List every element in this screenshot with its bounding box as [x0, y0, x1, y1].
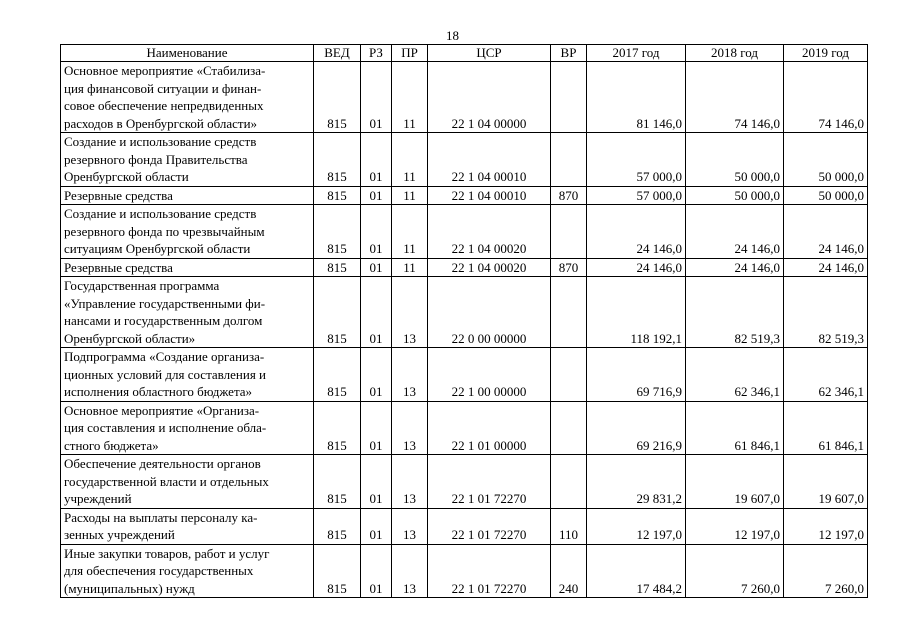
cell-name-line: Подпрограмма «Создание организа-: [64, 349, 265, 364]
cell-2019: 7 260,0: [784, 544, 868, 598]
cell-name-line: стного бюджета»: [64, 437, 159, 453]
cell-csr: 22 1 04 00010: [428, 186, 551, 205]
cell-2018: 82 519,3: [686, 277, 784, 348]
table-row: [61, 277, 868, 348]
cell-name: [61, 348, 314, 402]
cell-rz: 01: [361, 133, 392, 187]
cell-2018: 50 000,0: [686, 133, 784, 187]
table-header-row: [61, 45, 868, 62]
table-row: [61, 455, 868, 509]
cell-pr: 11: [392, 205, 428, 259]
cell-rz: 01: [361, 348, 392, 402]
cell-2018: 74 146,0: [686, 62, 784, 133]
cell-pr: 13: [392, 544, 428, 598]
table-row: [61, 508, 868, 544]
cell-2017: 24 146,0: [587, 258, 686, 277]
cell-vr: [551, 62, 587, 133]
cell-2019: 50 000,0: [784, 133, 868, 187]
table-row: [61, 258, 868, 277]
cell-name: [61, 508, 314, 544]
cell-csr: 22 0 00 00000: [428, 277, 551, 348]
cell-ved: 815: [314, 205, 361, 259]
cell-csr: 22 1 04 00000: [428, 62, 551, 133]
cell-vr: 870: [551, 186, 587, 205]
cell-name-line: Создание и использование средств: [64, 134, 257, 149]
cell-2019: 24 146,0: [784, 258, 868, 277]
cell-name-line: Иные закупки товаров, работ и услуг: [64, 545, 270, 561]
cell-name: [61, 544, 314, 598]
header-2017: 2017 год: [587, 45, 686, 62]
cell-ved: 815: [314, 348, 361, 402]
cell-pr: 13: [392, 277, 428, 348]
table-row: [61, 401, 868, 455]
table-row: [61, 133, 868, 187]
cell-name: [61, 455, 314, 509]
table-row: [61, 544, 868, 598]
cell-name-line: расходов в Оренбургской области»: [64, 115, 258, 131]
cell-csr: 22 1 01 72270: [428, 544, 551, 598]
cell-vr: [551, 277, 587, 348]
cell-csr: 22 1 01 72270: [428, 455, 551, 509]
cell-pr: 11: [392, 133, 428, 187]
cell-csr: 22 1 04 00020: [428, 205, 551, 259]
cell-name: [61, 133, 314, 187]
cell-ved: 815: [314, 62, 361, 133]
cell-2017: 118 192,1: [587, 277, 686, 348]
cell-2019: 24 146,0: [784, 205, 868, 259]
cell-vr: [551, 401, 587, 455]
cell-2017: 24 146,0: [587, 205, 686, 259]
cell-name-line: учреждений: [64, 491, 132, 506]
cell-name-line: исполнения областного бюджета»: [64, 384, 253, 399]
cell-2017: 81 146,0: [587, 62, 686, 133]
cell-2019: 61 846,1: [784, 401, 868, 455]
table-row: [61, 186, 868, 205]
cell-csr: 22 1 04 00020: [428, 258, 551, 277]
cell-name-line: Резервные средства: [64, 259, 173, 275]
cell-rz: 01: [361, 62, 392, 133]
cell-name-line: ционных условий для составления и: [64, 366, 267, 382]
cell-2017: 69 716,9: [587, 348, 686, 402]
cell-2017: 12 197,0: [587, 508, 686, 544]
cell-2019: 19 607,0: [784, 455, 868, 509]
cell-name-line: резервного фонда по чрезвычайным: [64, 223, 265, 239]
cell-2019: 50 000,0: [784, 186, 868, 205]
cell-name-line: Оренбургской области»: [64, 330, 196, 346]
header-pr: ПР: [392, 45, 428, 62]
cell-pr: 11: [392, 258, 428, 277]
cell-ved: 815: [314, 258, 361, 277]
cell-name-line: государственной власти и отдельных: [64, 473, 269, 489]
cell-name: [61, 277, 314, 348]
cell-name-line: Создание и использование средств: [64, 206, 257, 221]
cell-name: [61, 186, 314, 205]
cell-name: [61, 62, 314, 133]
cell-2017: 69 216,9: [587, 401, 686, 455]
cell-2018: 24 146,0: [686, 205, 784, 259]
cell-2018: 12 197,0: [686, 508, 784, 544]
cell-vr: 240: [551, 544, 587, 598]
cell-name-line: для обеспечения государственных: [64, 563, 254, 578]
cell-2017: 57 000,0: [587, 133, 686, 187]
cell-2017: 57 000,0: [587, 186, 686, 205]
cell-2019: 74 146,0: [784, 62, 868, 133]
cell-name-line: ция финансовой ситуации и финан-: [64, 80, 262, 96]
cell-name-line: Государственная программа: [64, 278, 220, 293]
cell-rz: 01: [361, 205, 392, 259]
cell-csr: 22 1 00 00000: [428, 348, 551, 402]
cell-vr: [551, 348, 587, 402]
table-row: [61, 62, 868, 133]
cell-vr: 110: [551, 508, 587, 544]
cell-vr: [551, 205, 587, 259]
cell-ved: 815: [314, 186, 361, 205]
cell-2018: 62 346,1: [686, 348, 784, 402]
cell-2019: 82 519,3: [784, 277, 868, 348]
table-row: [61, 205, 868, 259]
table-body: [61, 62, 868, 598]
cell-name-line: зенных учреждений: [64, 527, 175, 542]
cell-name-line: (муниципальных) нужд: [64, 580, 195, 596]
cell-2018: 7 260,0: [686, 544, 784, 598]
cell-2017: 29 831,2: [587, 455, 686, 509]
cell-rz: 01: [361, 186, 392, 205]
cell-ved: 815: [314, 508, 361, 544]
header-ved: ВЕД: [314, 45, 361, 62]
cell-name-line: ция составления и исполнение обла-: [64, 420, 267, 435]
cell-pr: 11: [392, 62, 428, 133]
cell-pr: 13: [392, 455, 428, 509]
page-number: 18: [446, 28, 459, 43]
budget-table: [60, 44, 868, 598]
cell-ved: 815: [314, 401, 361, 455]
header-2018: 2018 год: [686, 45, 784, 62]
header-vr: ВР: [551, 45, 587, 62]
cell-pr: 11: [392, 186, 428, 205]
header-rz: РЗ: [361, 45, 392, 62]
cell-pr: 13: [392, 401, 428, 455]
cell-rz: 01: [361, 544, 392, 598]
cell-name: [61, 258, 314, 277]
cell-ved: 815: [314, 133, 361, 187]
table-row: [61, 348, 868, 402]
cell-rz: 01: [361, 401, 392, 455]
cell-2018: 24 146,0: [686, 258, 784, 277]
cell-name-line: Основное мероприятие «Стабилиза-: [64, 63, 266, 78]
cell-2017: 17 484,2: [587, 544, 686, 598]
cell-vr: [551, 133, 587, 187]
cell-name: [61, 401, 314, 455]
cell-ved: 815: [314, 455, 361, 509]
cell-name-line: резервного фонда Правительства: [64, 151, 248, 167]
cell-rz: 01: [361, 455, 392, 509]
cell-rz: 01: [361, 277, 392, 348]
cell-pr: 13: [392, 348, 428, 402]
cell-rz: 01: [361, 258, 392, 277]
cell-csr: 22 1 01 00000: [428, 401, 551, 455]
cell-2018: 19 607,0: [686, 455, 784, 509]
header-name: Наименование: [61, 45, 314, 62]
cell-vr: 870: [551, 258, 587, 277]
cell-name-line: Резервные средства: [64, 187, 173, 203]
cell-vr: [551, 455, 587, 509]
cell-name-line: ситуациям Оренбургской области: [64, 241, 251, 256]
cell-name-line: Основное мероприятие «Организа-: [64, 402, 260, 418]
cell-rz: 01: [361, 508, 392, 544]
cell-2018: 61 846,1: [686, 401, 784, 455]
cell-2019: 12 197,0: [784, 508, 868, 544]
cell-csr: 22 1 01 72270: [428, 508, 551, 544]
header-csr: ЦСР: [428, 45, 551, 62]
cell-csr: 22 1 04 00010: [428, 133, 551, 187]
header-2019: 2019 год: [784, 45, 868, 62]
cell-pr: 13: [392, 508, 428, 544]
cell-name-line: Обеспечение деятельности органов: [64, 456, 261, 471]
cell-2019: 62 346,1: [784, 348, 868, 402]
cell-name-line: Расходы на выплаты персоналу ка-: [64, 509, 258, 525]
cell-name: [61, 205, 314, 259]
cell-name-line: «Управление государственными фи-: [64, 295, 266, 311]
cell-ved: 815: [314, 544, 361, 598]
cell-name-line: нансами и государственным долгом: [64, 313, 263, 328]
cell-name-line: Оренбургской области: [64, 169, 189, 184]
cell-name-line: совое обеспечение непредвиденных: [64, 98, 264, 113]
cell-2018: 50 000,0: [686, 186, 784, 205]
cell-ved: 815: [314, 277, 361, 348]
